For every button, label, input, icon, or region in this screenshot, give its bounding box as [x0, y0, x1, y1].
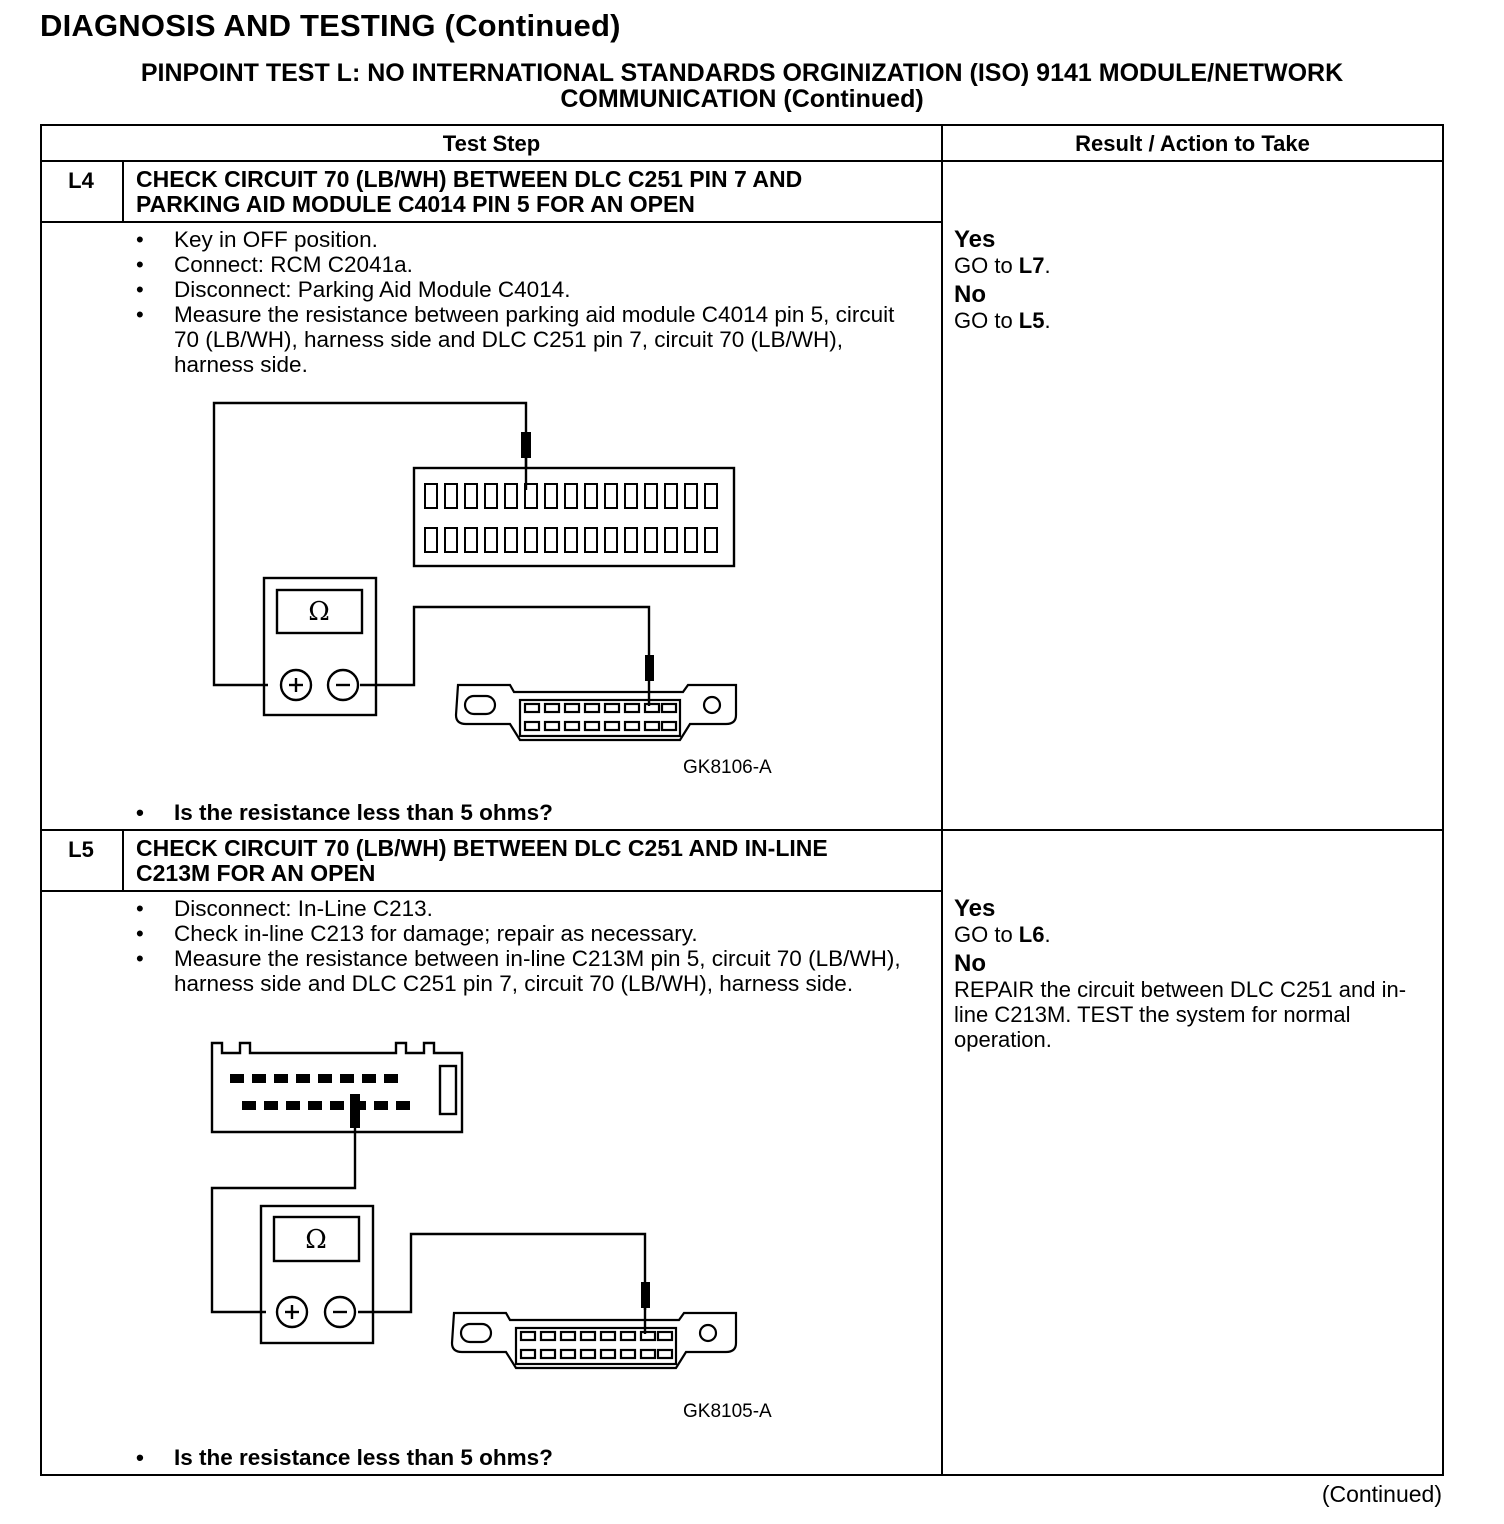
- result-no-label: No: [954, 950, 986, 977]
- instruction-item: • Disconnect: In-Line C213.: [136, 896, 906, 921]
- step-title-line-1: CHECK CIRCUIT 70 (LB/WH) BETWEEN DLC C251 AND IN-LINE: [136, 835, 828, 861]
- result-yes-action: GO to L7.: [954, 253, 1051, 278]
- step-question: • Is the resistance less than 5 ohms?: [136, 800, 553, 826]
- instruction-item: • Measure the resistance between in-line C213M pin 5, circuit 70 (LB/WH), harness side and DLC C251 pin 7, circuit 70 (LB/WH), harness side.: [136, 946, 906, 996]
- subtitle-line-1: PINPOINT TEST L: NO INTERNATIONAL STANDARDS ORGINIZATION (ISO) 9141 MODULE/NETWORK: [140, 59, 1344, 87]
- instruction-item: • Key in OFF position.: [136, 227, 906, 252]
- page-title: DIAGNOSIS AND TESTING (Continued): [40, 8, 621, 43]
- step-question: • Is the resistance less than 5 ohms?: [136, 1445, 553, 1471]
- column-header-test-step: Test Step: [442, 131, 541, 156]
- result-no-action: GO to L5.: [954, 308, 1051, 333]
- continued-footer: (Continued): [1321, 1481, 1442, 1507]
- figure-id: GK8105-A: [683, 1401, 772, 1422]
- result-no-action: REPAIR the circuit between DLC C251 and in-line C213M. TEST the system for normal operation.: [954, 977, 1407, 1052]
- step-id: L4: [68, 168, 94, 193]
- step-title-line-2: C213M FOR AN OPEN: [136, 860, 376, 886]
- subtitle-line-2: COMMUNICATION (Continued): [560, 85, 924, 113]
- ohm-symbol: Ω: [305, 1225, 327, 1255]
- figure-id: GK8106-A: [683, 757, 772, 778]
- step-id: L5: [68, 837, 94, 862]
- instruction-item: • Measure the resistance between parking aid module C4014 pin 5, circuit 70 (LB/WH), harness side and DLC C251 pin 7, circuit 70 (LB/WH), harness side.: [136, 302, 906, 377]
- result-yes-label: Yes: [954, 226, 996, 253]
- instruction-item: • Disconnect: Parking Aid Module C4014.: [136, 277, 906, 302]
- probe-tip: [350, 1094, 360, 1128]
- result-no-label: No: [954, 281, 986, 308]
- step-title-line-2: PARKING AID MODULE C4014 PIN 5 FOR AN OPEN: [136, 191, 695, 217]
- c213m-connector: [212, 1043, 462, 1132]
- wire: [358, 1234, 645, 1312]
- instruction-item: • Connect: RCM C2041a.: [136, 252, 906, 277]
- instruction-item: • Check in-line C213 for damage; repair as necessary.: [136, 921, 906, 946]
- column-header-result: Result / Action to Take: [1075, 131, 1310, 156]
- wire: [212, 1128, 355, 1312]
- probe-tip: [641, 1282, 650, 1308]
- result-yes-action: GO to L6.: [954, 922, 1051, 947]
- step-result: [954, 892, 1434, 1052]
- dlc-connector: [452, 1313, 736, 1368]
- step-title-line-1: CHECK CIRCUIT 70 (LB/WH) BETWEEN DLC C251 PIN 7 AND: [136, 166, 803, 192]
- ohm-symbol: Ω: [308, 597, 330, 627]
- result-yes-label: Yes: [954, 895, 996, 922]
